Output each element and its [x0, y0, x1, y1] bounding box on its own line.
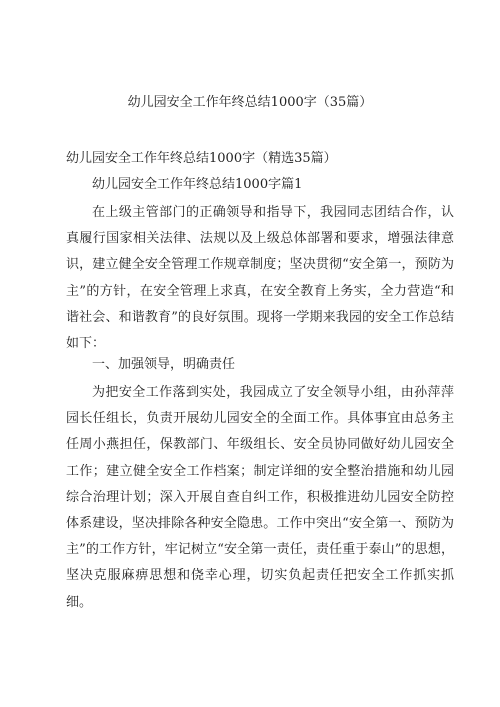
subsection-heading: 一、加强领导，明确责任 — [92, 357, 236, 372]
paragraph-body: 为把安全工作落到实处，我园成立了安全领导小组，由孙萍萍园长任组长，负责开展幼儿园安全的全面工作。具体事宜由总务主任周小燕担任，保教部门、年级组长、安全员协同做好幼儿园安全工作；建立健全安全工作档案；制定详细的安全整治措施和幼儿园综合治理计划；深入开展自查自纠工作，积极推进幼儿园安全防控体系建设，坚决排除各种安全隐患。工作中突出“安全第一、预防为主”的工作方针，牢记树立“安全第一责任，责任重于泰山”的思想，坚决克服麻痹思想和侥幸心理，切实负起责任把安全工作抓实抓细。 — [66, 385, 454, 610]
section-heading: 幼儿园安全工作年终总结1000字篇1 — [92, 177, 303, 192]
paragraph-intro: 在上级主管部门的正确领导和指导下，我园同志团结合作，认真履行国家相关法律、法规以及上级总体部署和要求，增强法律意识，建立健全安全管理工作规章制度；坚决贯彻“安全第一，预防为主”的方针，在安全管理上求真，在安全教育上务实，全力营造“和谐社会、和谐教育”的良好氛围。现将一学期来我园的安全工作总结如下： — [66, 205, 454, 352]
document-subtitle: 幼儿园安全工作年终总结1000字（精选35篇） — [66, 151, 337, 166]
document-title: 幼儿园安全工作年终总结1000字（35篇） — [127, 95, 373, 110]
